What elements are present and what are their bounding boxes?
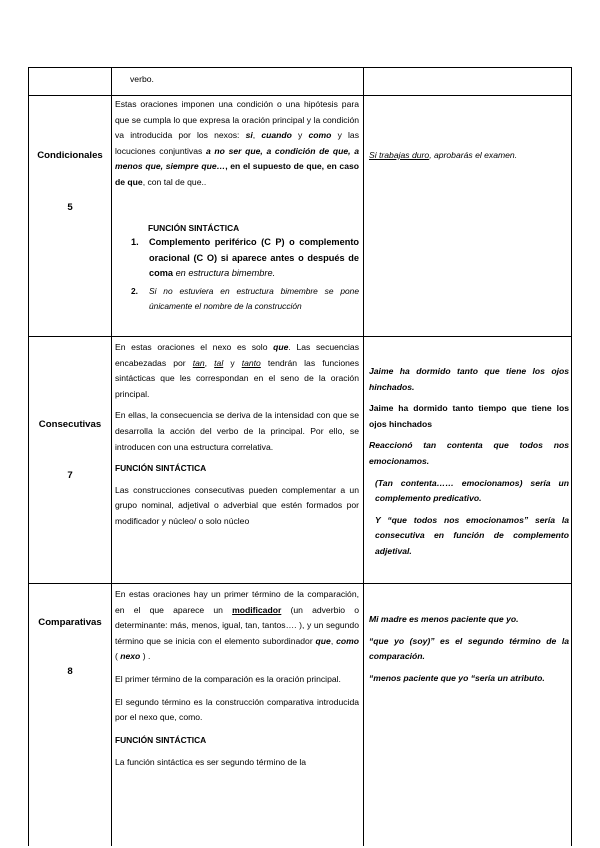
top-fragment-cell xyxy=(130,72,330,88)
function-title: FUNCIÓN SINTÁCTICA xyxy=(148,223,240,233)
example-text: “que yo (soy)” es el segundo término de la comparación. xyxy=(369,635,569,662)
category-name: Consecutivas xyxy=(38,419,102,430)
category-number: 5 xyxy=(67,202,73,213)
consecutivas-description xyxy=(115,340,359,530)
function-title: FUNCIÓN SINTÁCTICA xyxy=(115,734,207,745)
table-row-divider xyxy=(28,583,572,584)
table-border-top xyxy=(28,67,572,68)
table-border-left xyxy=(28,67,29,846)
example-text: (Tan contenta…… emocionamos) sería un complemento predicativo. xyxy=(375,477,569,504)
category-name: Condicionales xyxy=(37,150,103,161)
example-text: Mi madre es menos paciente que yo. xyxy=(369,614,519,624)
example-text: Jaime ha dormido tanto que tiene los ojos hinchados. xyxy=(369,366,569,392)
condicionales-description xyxy=(115,97,359,191)
comparativas-paragraph: El primer término de la comparación es la oración principal. xyxy=(115,673,341,684)
condicionales-paragraph: Estas oraciones imponen una condición o una hipótesis para que se cumpla lo que expresa la oración principal y la condición va introducida por los nexos: si, cuando y como y las locuciones conjuntivas a no ser que, a condición de que, a menos que, siempre que…, en el supuesto de que, en caso de que, con tal de que.. xyxy=(115,99,360,187)
comparativas-paragraph: En estas oraciones hay un primer término de la comparación, en el que aparece un modificador (un adverbio o determinante: más, menos, igual, tan, tantos…. ), y un segundo término que se inicia con el elemento subordinador que, como ( nexo ) . xyxy=(115,589,360,662)
function-title: FUNCIÓN SINTÁCTICA xyxy=(115,463,207,474)
function-item: 2. Si no estuviera en estructura bimembre se pone únicamente el nombre de la construcción xyxy=(131,285,359,312)
table-border-right xyxy=(571,67,572,846)
example-text: Si trabajas duro, aprobarás el examen. xyxy=(369,150,518,160)
category-name: Comparativas xyxy=(38,617,102,628)
consecutivas-paragraph: Las construcciones consecutivas pueden complementar a un grupo nominal, adjetival o adverbial que estén formados por modificador y núcleo/ o solo núcleo xyxy=(115,484,359,526)
consecutivas-paragraph: En ellas, la consecuencia se deriva de la intensidad con que se desarrolla la acción del verbo de la principal. Por ello, se introducen con una estructura correlativa. xyxy=(115,410,359,452)
condicionales-example xyxy=(369,148,569,164)
comparativas-paragraph: El segundo término es la construcción comparativa introducida por el nexo que, como. xyxy=(115,696,359,723)
condicionales-function xyxy=(131,221,359,315)
example-text: Y “que todos nos emocionamos” sería la consecutiva en función de complemento adjetival. xyxy=(375,514,569,556)
category-number: 7 xyxy=(67,470,73,481)
category-number: 8 xyxy=(67,666,73,677)
function-item: 1. Complemento periférico (C P) o complemento oracional (C O) si aparece antes o después de coma en estructura bimembre. xyxy=(131,237,359,279)
example-text: “menos paciente que yo “sería un atributo. xyxy=(369,672,545,683)
comparativas-paragraph: La función sintáctica es ser segundo término de la xyxy=(115,757,307,768)
consecutivas-paragraph: En estas oraciones el nexo es solo que. Las secuencias encabezadas por tan, tal y tanto tendrán las funciones sintácticas que les correspondan en el seno de la oración principal. xyxy=(115,342,359,399)
consecutivas-examples xyxy=(369,364,569,560)
comparativas-examples xyxy=(369,612,569,686)
example-text: Reaccionó tan contenta que todos nos emocionamos. xyxy=(369,440,569,466)
example-text: Jaime ha dormido tanto tiempo que tiene los ojos hinchados xyxy=(369,403,569,429)
table-border-col2 xyxy=(363,67,364,846)
top-fragment-text: verbo. xyxy=(130,74,154,84)
comparativas-description xyxy=(115,587,359,771)
table-row-divider xyxy=(28,95,572,96)
table-border-col1 xyxy=(111,67,112,846)
table-row-divider xyxy=(28,336,572,337)
